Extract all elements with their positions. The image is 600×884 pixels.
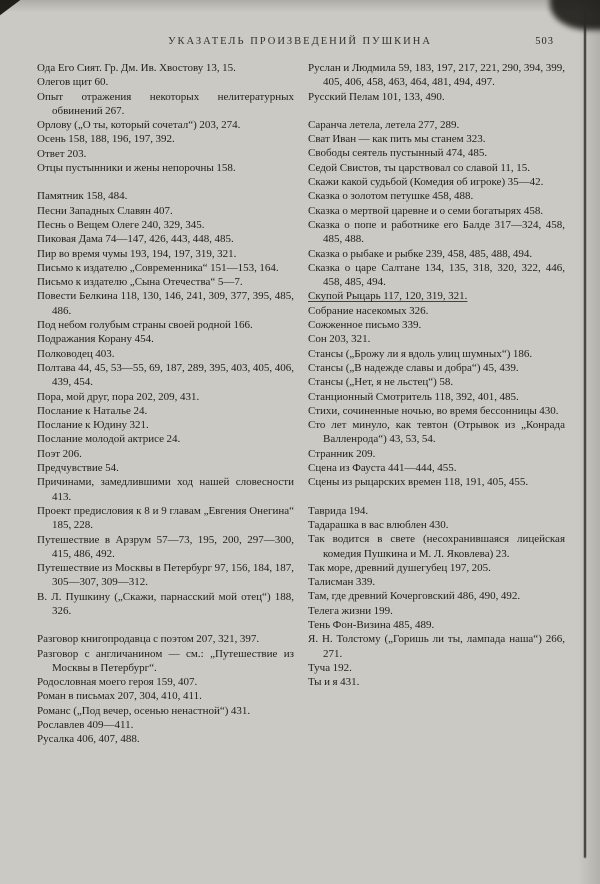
index-entry: Таврида 194. [308, 504, 369, 517]
index-entry: Орлову („О ты, который сочетал“) 203, 274. [37, 119, 241, 132]
index-entry: Тадарашка в вас влюблен 430. [308, 518, 449, 531]
index-entry: Сон 203, 321. [308, 333, 371, 346]
index-entry: Ответ 203. [37, 147, 87, 160]
index-entry: Осень 158, 188, 196, 197, 392. [37, 133, 175, 146]
index-group [308, 118, 565, 490]
index-entry: Талисман 339. [308, 576, 376, 589]
index-entry: Путешествие из Москвы в Петербург 97, 156, 184, 187, 305—307, 309—312. [37, 562, 294, 589]
index-entry: Скупой Рыцарь 117, 120, 319, 321. [308, 290, 468, 303]
index-entry: Сцены из рыцарских времен 118, 191, 405, 455. [308, 476, 529, 489]
index-entry: Песнь о Вещем Олеге 240, 329, 345. [37, 218, 205, 231]
index-entry: Собрание насекомых 326. [308, 304, 429, 317]
index-entry: Стансы („Брожу ли я вдоль улиц шумных“) 186. [308, 347, 533, 360]
index-entry: Сказка о золотом петушке 458, 488. [308, 190, 474, 203]
index-entry: Письмо к издателю „Сына Отечества“ 5—7. [37, 276, 243, 289]
index-entry: Опыт отражения некоторых нелитературных обвинений 267. [37, 90, 294, 117]
scan-artifact-top-right [550, 0, 600, 30]
index-entry: Сцена из Фауста 441—444, 455. [308, 462, 457, 475]
index-entry: Послание молодой актрисе 24. [37, 433, 181, 446]
index-entry: Туча 192. [308, 661, 352, 674]
index-entry: Сказка о рыбаке и рыбке 239, 458, 485, 488, 494. [308, 247, 533, 260]
index-entry: Рославлев 409—411. [37, 719, 134, 732]
index-entry: Пир во время чумы 193, 194, 197, 319, 321. [37, 247, 237, 260]
index-entry: Свободы сеятель пустынный 474, 485. [308, 147, 488, 160]
index-entry: Полтава 44, 45, 53—55, 69, 187, 289, 395, 403, 405, 406, 439, 454. [37, 361, 294, 389]
index-entry: Там, где древний Кочерговский 486, 490, 492. [308, 590, 521, 603]
index-entry: Путешествие в Арзрум 57—73, 195, 200, 297—300, 415, 486, 492. [37, 533, 294, 560]
index-entry: Послание к Юдину 321. [37, 419, 149, 432]
index-entry: Скажи какой судьбой (Комедия об игроке) 35—42. [308, 176, 544, 189]
page-number: 503 [535, 36, 554, 47]
index-entry: Письмо к издателю „Современника“ 151—153, 164. [37, 261, 279, 274]
index-entry: Так водится в свете (несохранившаяся лицейская комедия Пушкина и М. Л. Яковлева) 23. [308, 533, 565, 560]
index-entry: Так море, древний душегубец 197, 205. [308, 561, 491, 574]
index-entry: Полководец 403. [37, 347, 115, 360]
index-entry: Русалка 406, 407, 488. [37, 733, 140, 746]
index-entry: Стихи, сочиненные ночью, во время бессонницы 430. [308, 404, 559, 417]
index-entry: Олегов щит 60. [37, 76, 109, 89]
index-entry: Я. Н. Толстому („Горишь ли ты, лампада наша“) 266, 271. [308, 633, 565, 660]
index-entry: Стансы („В надежде славы и добра“) 45, 439. [308, 361, 519, 374]
index-entry: Причинами, замедлившими ход нашей словесности 413. [37, 476, 294, 503]
index-group [308, 61, 565, 104]
index-entry: Пора, мой друг, пора 202, 209, 431. [37, 390, 200, 403]
index-entry: Послание к Наталье 24. [37, 404, 148, 417]
index-entry: Саранча летела, летела 277, 289. [308, 118, 460, 131]
index-entry: Пиковая Дама 74—147, 426, 443, 448, 485. [37, 233, 234, 246]
index-entry: Руслан и Людмила 59, 183, 197, 217, 221, 290, 394, 399, 405, 406, 458, 463, 464, 481, 494, 497. [308, 62, 565, 89]
index-columns [37, 61, 565, 747]
index-entry: Отцы пустынники и жены непорочны 158. [37, 162, 236, 175]
index-column-right [308, 61, 565, 747]
index-column-left [37, 61, 294, 747]
index-entry: Подражания Корану 454. [37, 333, 154, 346]
index-entry: Тень Фон-Визина 485, 489. [308, 618, 435, 631]
index-entry: Разговор с англичанином — см.: „Путешествие из Москвы в Петербург“. [37, 647, 294, 674]
index-entry: Русский Пелам 101, 133, 490. [308, 90, 445, 103]
scan-artifact-top-left [0, 0, 27, 19]
index-entry: Седой Свистов, ты царствовал со славой 11, 15. [308, 161, 530, 174]
running-title: УКАЗАТЕЛЬ ПРОИЗВЕДЕНИЙ ПУШКИНА [168, 36, 432, 47]
index-entry: Ты и я 431. [308, 676, 360, 689]
index-group [37, 61, 294, 175]
index-entry: Сказка о царе Салтане 134, 135, 318, 320, 322, 446, 458, 485, 494. [308, 261, 565, 289]
index-entry: Под небом голубым страны своей родной 166. [37, 319, 253, 332]
index-entry: Разговор книгопродавца с поэтом 207, 321, 397. [37, 633, 260, 646]
index-entry: Сто лет минуло, как тевтон (Отрывок из „Конрада Валленрода“) 43, 53, 54. [308, 419, 565, 446]
index-entry: Роман в письмах 207, 304, 410, 411. [37, 690, 202, 703]
index-entry: Сказка о мертвой царевне и о семи богатырях 458. [308, 204, 544, 217]
index-entry: Родословная моего героя 159, 407. [37, 676, 198, 689]
index-entry: Памятник 158, 484. [37, 190, 128, 203]
index-group [37, 189, 294, 618]
page-header [38, 36, 562, 51]
index-entry: Странник 209. [308, 447, 376, 460]
scan-artifact-right-edge-line [584, 10, 587, 858]
index-group [308, 504, 565, 690]
index-entry: Песни Западных Славян 407. [37, 204, 173, 217]
index-entry: Повести Белкина 118, 130, 146, 241, 309, 377, 395, 485, 486. [37, 290, 294, 317]
index-entry: Сказка о попе и работнике его Балде 317—324, 458, 485, 488. [308, 218, 565, 246]
index-entry: Ода Его Сият. Гр. Дм. Ив. Хвостову 13, 15. [37, 62, 236, 74]
index-entry: Станционный Смотритель 118, 392, 401, 485. [308, 390, 519, 403]
index-entry: В. Л. Пушкину („Скажи, парнасский мой отец“) 188, 326. [37, 590, 294, 617]
index-entry: Проект предисловия к 8 и 9 главам „Евгения Онегина“ 185, 228. [37, 504, 294, 532]
index-entry: Сват Иван — как пить мы станем 323. [308, 133, 486, 146]
index-entry: Предчувствие 54. [37, 462, 119, 475]
index-group [37, 632, 294, 746]
index-entry: Телега жизни 199. [308, 604, 393, 617]
index-entry: Поэт 206. [37, 447, 82, 460]
index-entry: Стансы („Нет, я не льстец“) 58. [308, 376, 454, 389]
index-entry: Романс („Под вечер, осенью ненастной“) 431. [37, 704, 251, 717]
index-entry: Сожженное письмо 339. [308, 319, 422, 332]
